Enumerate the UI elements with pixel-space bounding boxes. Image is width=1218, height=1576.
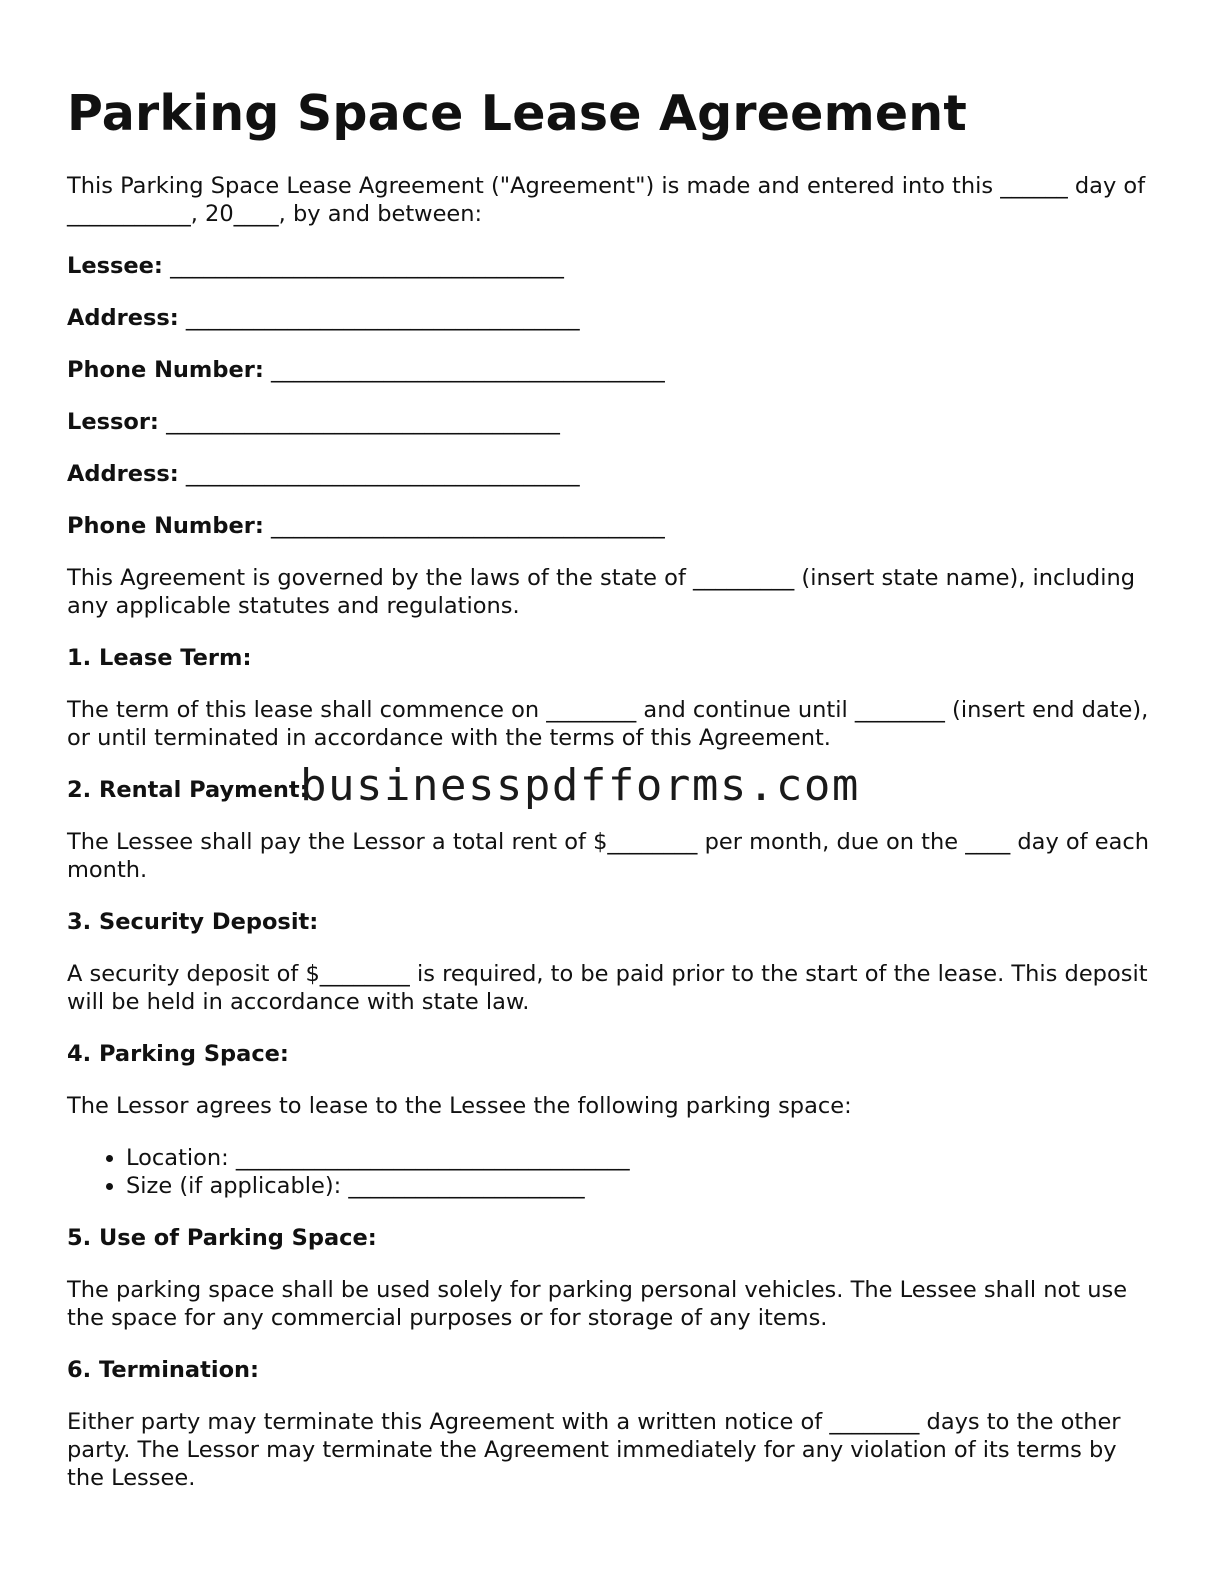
termination-heading: 6. Termination:	[67, 1357, 260, 1383]
list-item: • Size (if applicable): _____________________	[126, 1172, 1157, 1200]
use-heading: 5. Use of Parking Space:	[67, 1225, 377, 1251]
security-deposit-body: A security deposit of $________ is required, to be paid prior to the start of the lease. This deposit will be held in accordance with state law.	[67, 961, 1148, 1015]
field-blank: ___________________________________	[271, 357, 665, 383]
field-label: Address:	[67, 461, 179, 487]
lessee-address-field	[67, 304, 1157, 332]
field-label: Address:	[67, 305, 179, 331]
document-title: Parking Space Lease Agreement	[67, 85, 968, 142]
field-blank: ___________________________________	[170, 253, 564, 279]
lessee-phone-field	[67, 356, 1157, 384]
parking-space-list	[67, 1144, 1157, 1200]
field-label: Phone Number:	[67, 513, 264, 539]
field-blank: ___________________________________	[271, 513, 665, 539]
parking-space-body: The Lessor agrees to lease to the Lessee the following parking space:	[67, 1093, 852, 1119]
field-label: Lessor:	[67, 409, 159, 435]
parking-space-heading: 4. Parking Space:	[67, 1041, 289, 1067]
lease-term-body: The term of this lease shall commence on ________ and continue until ________ (insert end date), or until terminated in accordance with the terms of this Agreement.	[67, 697, 1149, 751]
use-body: The parking space shall be used solely for parking personal vehicles. The Lessee shall not use the space for any commercial purposes or for storage of any items.	[67, 1277, 1128, 1331]
rental-payment-body: The Lessee shall pay the Lessor a total rent of $________ per month, due on the ____ day of each month.	[67, 829, 1150, 883]
lessee-field	[67, 252, 1157, 280]
lessor-field	[67, 408, 1157, 436]
list-item: • Location: ___________________________________	[126, 1144, 1157, 1172]
field-blank: ___________________________________	[166, 409, 560, 435]
lessor-phone-field	[67, 512, 1157, 540]
termination-body: Either party may terminate this Agreement with a written notice of ________ days to the other party. The Lessor may terminate the Agreement immediately for any violation of its terms by the Lessee.	[67, 1409, 1121, 1491]
governing-law-paragraph: This Agreement is governed by the laws of the state of _________ (insert state name), including any applicable statutes and regulations.	[67, 565, 1136, 619]
watermark: businesspdfforms.com	[300, 760, 860, 811]
rental-payment-heading: 2. Rental Payment:	[67, 777, 309, 803]
field-blank: ___________________________________	[185, 461, 580, 487]
field-label: Phone Number:	[67, 357, 264, 383]
field-blank: ___________________________________	[185, 305, 580, 331]
lease-term-heading: 1. Lease Term:	[67, 645, 252, 671]
field-label: Lessee:	[67, 253, 163, 279]
security-deposit-heading: 3. Security Deposit:	[67, 909, 319, 935]
intro-paragraph: This Parking Space Lease Agreement ("Agreement") is made and entered into this ______ day of ___________, 20____, by and between:	[67, 173, 1146, 227]
lessor-address-field	[67, 460, 1157, 488]
